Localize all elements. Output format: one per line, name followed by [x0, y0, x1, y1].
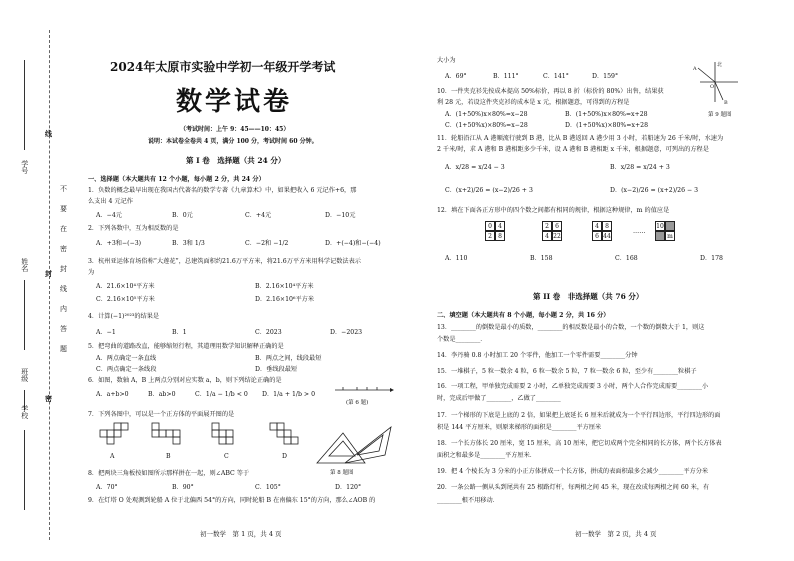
q7-option-d[interactable]: D [282, 453, 287, 460]
exam-title: 2024年太原市实验中学初一年级开学考试 [110, 60, 336, 74]
q20-text-a[interactable]: 20．一条公路一侧从头到尾共有 25 根路灯杆，每两根之间 45 米，现在改成每两根之间 60 米，有 [437, 484, 710, 491]
q8-option-b[interactable]: B．90° [172, 484, 194, 491]
page1-footer: 初一数学 第 1 页，共 4 页 [200, 530, 282, 538]
q11-option-b[interactable]: B．x/28 = x/24 + 3 [610, 164, 670, 171]
q3-option-c[interactable]: C．2.16×10⁵平方米 [96, 296, 155, 303]
q11-text-b: 2 千米/时，求 A 港和 B 港相距多少千米，设 A 港和 B 港相距 x 千米，根据题意，可列出的方程是 [437, 146, 709, 153]
q9-option-b[interactable]: B．111° [493, 73, 519, 80]
q5-text: 5．把弯曲的道路改直，能够缩短行程，其道理用数学知识解释正确的是 [88, 343, 284, 350]
q8-text: 8．把两块三角板按如图所示那样拼在一起，则∠ABC 等于 [88, 470, 250, 477]
q12-option-a[interactable]: A．110 [445, 255, 468, 262]
q11-option-a[interactable]: A．x/28 = x/24 − 3 [445, 164, 505, 171]
q12-grid-1-cell: 8 [495, 231, 505, 241]
q4-option-c[interactable]: C．2023 [255, 329, 282, 336]
q3-text-b: 为 [88, 269, 95, 276]
q18-text-a[interactable]: 18．一个长方体长 20 厘米，宽 15 厘米，高 10 厘米，把它切成两个完全相同的长方体，两个长方体表 [437, 440, 722, 447]
q5-option-c[interactable]: C．两点确定一条线段 [96, 366, 157, 373]
q16-text-b[interactable]: 时，完成后甲做了________，乙做了________ [437, 395, 561, 402]
q17-text-b[interactable]: 积是 144 平方厘米，则原来梯形的面积是________平方厘米 [437, 424, 602, 431]
q4-option-a[interactable]: A．−1 [96, 329, 116, 336]
q8-triangles-figure [315, 425, 395, 470]
q12-grid-1-cell: 4 [495, 221, 505, 231]
notice-char-3: 密 [60, 245, 67, 253]
q11-option-d[interactable]: D．(x−2)/26 = (x+2)/26 − 3 [610, 187, 699, 194]
notice-char-5: 线 [60, 285, 67, 293]
subject-title: 数学试卷 [176, 87, 293, 117]
q12-grid-3-cell: 44 [603, 233, 611, 240]
q1-text-a: 1．负数的概念最早出现在我国古代著名的数学专著《九章算术》中，如果把收入 6 元记作+6，那 [88, 187, 357, 194]
q12-grid-3-cell: 8 [602, 221, 612, 231]
seal-secret-char: 密 [45, 394, 52, 403]
q15-text[interactable]: 15．一堆棋子，5 粒一数余 4 粒，6 粒一数余 5 粒，7 粒一数余 6 粒，至少有________粒棋子 [437, 368, 697, 375]
school-label: 学校 [20, 405, 29, 419]
notice-char-8: 题 [60, 345, 67, 353]
q12-grid-1-cell: 2 [485, 231, 495, 241]
q8-option-a[interactable]: A．70° [96, 484, 118, 491]
q1-option-c[interactable]: C．+4元 [245, 212, 272, 219]
q19-text[interactable]: 19．把 4 个棱长为 3 分米的小正方体拼成一个长方体，拼成的表面积最多会减少________平方分米 [437, 468, 709, 475]
q3-option-d[interactable]: D．2.16×10⁶平方米 [255, 296, 315, 303]
q7-option-b[interactable]: B [166, 453, 171, 460]
q7-option-c[interactable]: C [224, 453, 229, 460]
q18-text-b[interactable]: 面积之和最多是________平方厘米． [437, 452, 536, 459]
q12-grid-3-cell: 4 [592, 221, 602, 231]
part1-heading: 第 I 卷 选择题（共 24 分） [186, 156, 286, 165]
notice-char-4: 封 [60, 265, 67, 273]
q12-text: 12．填在下面各正方形中的四个数之间都有相同的规律，根据这种规律，m 的值应是 [437, 207, 670, 214]
q12-ellipsis: …… [633, 228, 646, 235]
q4-text: 4．计算(−1)²⁰²³的结果是 [88, 313, 160, 320]
name-line[interactable] [24, 280, 25, 350]
q10-text-a: 10．一件夹克衫先按成本提高 50%标价，再以 8 折（标价的 80%）出售，结果获 [437, 88, 664, 95]
q7-text: 7．下列各图中，可以是一个正方体的平面展开图的是 [88, 411, 235, 418]
binding-strip [0, 0, 67, 561]
seal-line-char: 线 [45, 129, 52, 138]
q12-grid-last-cell [665, 221, 675, 231]
q5-option-b[interactable]: B．两点之间，线段最短 [255, 355, 322, 362]
notice-char-1: 要 [60, 205, 67, 213]
q14-text[interactable]: 14．李丹骑 0.8 小时加工 20 个零件，他加工一个零件需要________分钟 [437, 352, 638, 359]
q9-option-d[interactable]: D．159° [592, 73, 619, 80]
q8-option-c[interactable]: C．105° [255, 484, 281, 491]
name-label: 姓名 [20, 258, 29, 272]
q12-grid-last-cell [655, 231, 665, 241]
exam-note: 说明：本试卷全卷共 4 页，满分 100 分，考试时间 60 分钟。 [148, 138, 318, 145]
q10-option-c[interactable]: C．(1+50%x)×80%=x−28 [445, 122, 528, 129]
q9-text: 9．在灯塔 O 处观测到轮船 A 位于北偏西 54°的方向，同时轮船 B 在南偏东 15°的方向，那么∠AOB 的 [88, 497, 376, 504]
svg-text:A: A [693, 66, 697, 72]
q3-option-b[interactable]: B．2.16×10⁴平方米 [255, 283, 314, 290]
q7-option-a[interactable]: A [110, 453, 115, 460]
svg-text:北: 北 [717, 62, 723, 68]
page2-footer: 初一数学 第 2 页，共 4 页 [575, 530, 657, 538]
q1-option-d[interactable]: D．−10元 [325, 212, 356, 219]
q6-figure-caption: (第 6 题) [346, 400, 369, 406]
q5-option-d[interactable]: D．垂线段最短 [255, 366, 298, 373]
q7-nets-figure [100, 422, 310, 452]
q2-option-d[interactable]: D．+(−4)和−(−4) [325, 240, 381, 247]
q9-option-a[interactable]: A．69° [445, 73, 467, 80]
q12-grid-last-cell: m [665, 231, 675, 241]
q12-grid-1-cell: 0 [485, 221, 495, 231]
notice-char-6: 内 [60, 305, 67, 313]
student-id-label: 学号 [20, 160, 29, 174]
q12-option-d[interactable]: D．178 [700, 255, 723, 262]
q2-text: 2．下列各数中，互为相反数的是 [88, 225, 179, 232]
q10-option-d[interactable]: D．(1+50%x)×80%=x+28 [565, 122, 649, 129]
school-line[interactable] [24, 430, 25, 510]
q5-option-a[interactable]: A．两点确定一条直线 [96, 355, 157, 362]
q6-option-b[interactable]: B．ab>0 [148, 391, 176, 398]
student-id-line[interactable] [24, 60, 25, 150]
binding-dashed-line [49, 30, 50, 540]
part2-heading: 第 II 卷 非选择题（共 76 分） [533, 292, 644, 301]
q9-continued: 大小为 [437, 57, 456, 64]
q12-grid-last-cell: 10 [656, 223, 664, 230]
q4-option-d[interactable]: D．−2023 [330, 329, 363, 336]
q12-option-b[interactable]: B．158 [530, 255, 553, 262]
q8-option-d[interactable]: D．120° [335, 484, 362, 491]
q16-text-a[interactable]: 16．一项工程，甲单独完成需要 2 小时，乙单独完成需要 3 小时，两个人合作完成需要________小 [437, 383, 709, 390]
q12-grid-2-cell: 4 [542, 231, 552, 241]
q1-option-a[interactable]: A．−4元 [96, 212, 122, 219]
svg-text:B: B [724, 100, 728, 106]
q13-text-a[interactable]: 13．________的倒数是最小的质数，________的相反数是最小的合数，一个数的倒数大于 1，则这 [437, 324, 705, 331]
q1-text-b: 么支出 4 元记作 [88, 198, 133, 205]
q12-grid-2-cell: 6 [552, 221, 562, 231]
q8-figure-caption: 第 8 题图 [330, 470, 354, 476]
q9-compass-figure [690, 60, 750, 110]
q2-option-b[interactable]: B．3和 1/3 [172, 240, 205, 247]
q12-grid-2-cell: 2 [542, 221, 552, 231]
q3-text-a: 3．杭州亚运体育场俗称“大莲花”，总建筑面积约21.6万平方米，将21.6万平方米用科学记数法表示 [88, 258, 361, 265]
section1-heading: 一、选择题（本大题共有 12 个小题，每小题 2 分，共 24 分） [88, 176, 265, 183]
q6-option-c[interactable]: C．1/a − 1/b < 0 [195, 391, 248, 398]
q10-text-b: 利 28 元，若设这件夹克衫的成本是 x 元，根据题意，可得到的方程是 [437, 99, 630, 106]
q2-option-a[interactable]: A．+3和−(−3) [96, 240, 142, 247]
class-label: 班级 [20, 368, 29, 382]
section2-heading: 二、填空题（本大题共有 8 个小题，每小题 2 分，共 16 分） [437, 312, 610, 319]
q10-option-b[interactable]: B．(1+50%)x×80%=x+28 [565, 111, 648, 118]
q10-option-a[interactable]: A．(1+50%)x×80%=x−28 [445, 111, 528, 118]
notice-char-2: 在 [60, 225, 67, 233]
seal-seal-char: 封 [45, 269, 52, 278]
q12-grid-3-cell: 6 [592, 231, 602, 241]
q9-figure-caption: 第 9 题图 [708, 112, 732, 118]
q6-text: 6．如图，数轴 A，B 上两点分别对应实数 a，b，则下列结论正确的是 [88, 377, 282, 384]
q1-option-b[interactable]: B．0元 [172, 212, 193, 219]
q11-option-c[interactable]: C．(x+2)/26 = (x−2)/26 + 3 [445, 187, 533, 194]
q9-option-c[interactable]: C．141° [543, 73, 569, 80]
notice-char-0: 不 [60, 185, 67, 193]
q12-option-c[interactable]: C．168 [615, 255, 638, 262]
q20-text-b[interactable]: ________根不用移动． [437, 497, 499, 504]
q3-option-a[interactable]: A．21.6×10⁴平方米 [96, 283, 155, 290]
q11-text-a: 11．轮船沿江从 A 港顺流行驶到 B 港，比从 B 港返回 A 港少用 3 小时，若船速为 26 千米/时，水速为 [437, 135, 724, 142]
notice-char-7: 答 [60, 325, 67, 333]
q12-grid-2-cell: 22 [553, 233, 561, 240]
q6-option-d[interactable]: D．1/a + 1/b > 0 [262, 391, 316, 398]
q6-option-a[interactable]: A．a+b>0 [96, 391, 129, 398]
q13-text-b[interactable]: 个数是________． [437, 336, 487, 343]
exam-time: （考试时间：上午 9：45——10：45） [180, 126, 290, 133]
q17-text-a[interactable]: 17．一个梯形的下底是上底的 2 倍，如果把上底延长 6 厘米后就成为一个平行四边形，平行四边形的面 [437, 412, 721, 419]
q2-option-c[interactable]: C．−2和 −1/2 [245, 240, 289, 247]
q4-option-b[interactable]: B．1 [172, 329, 187, 336]
svg-text:O: O [710, 84, 715, 90]
